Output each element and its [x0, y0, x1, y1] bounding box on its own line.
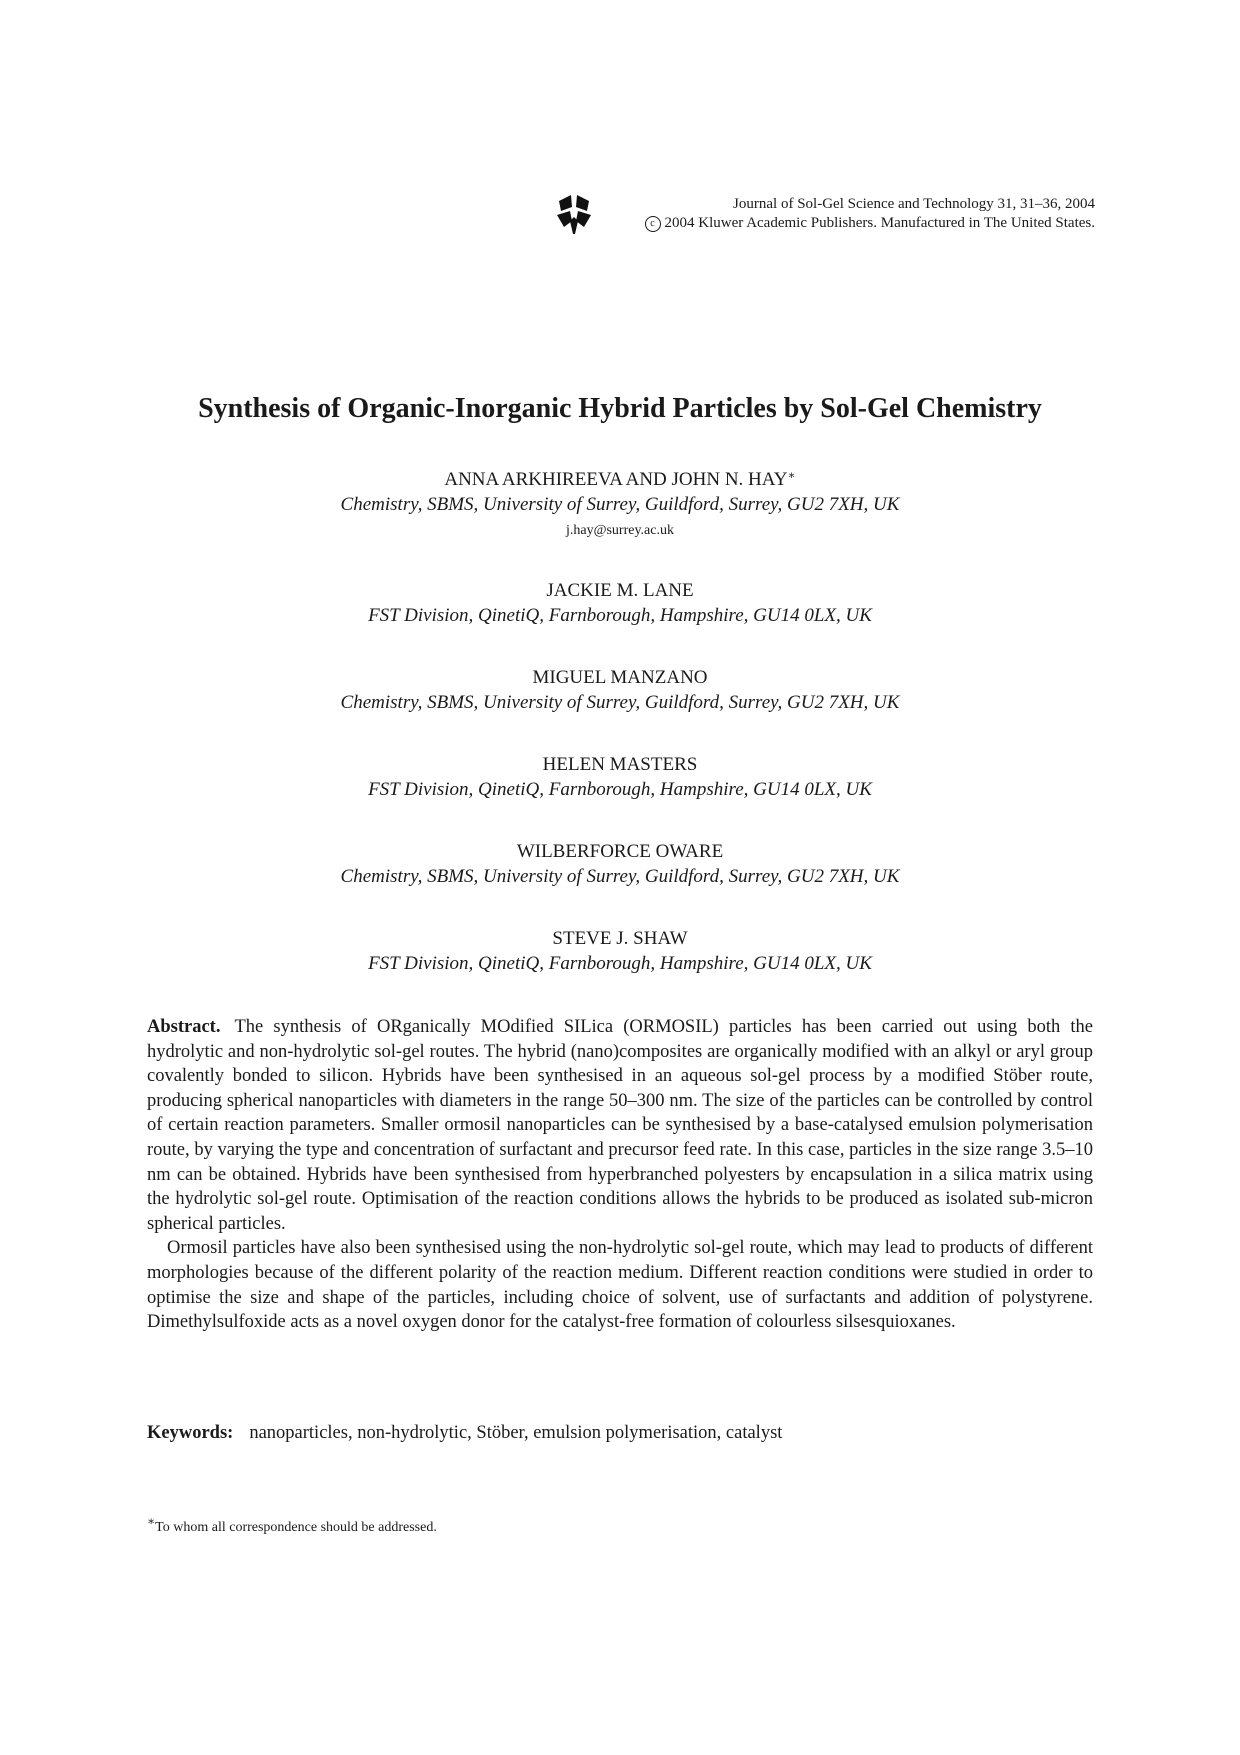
author-name: JACKIE M. LANE — [546, 580, 694, 601]
author-name: ANNA ARKHIREEVA AND JOHN N. HAY∗ — [444, 468, 796, 490]
author-block — [0, 463, 1240, 542]
abstract-text: The synthesis of ORganically MOdified SILica (ORMOSIL) particles has been carried out using both the hydrolytic and non-hydrolytic sol-gel routes. The hybrid (nano)composites are organically modified with an alkyl or aryl group covalently bonded to silicon. Hybrids have been synthesised in an aqueous sol-gel process by a modified Stöber route, producing spherical nanoparticles with diameters in the range 50–300 nm. The size of the particles can be controlled by control of certain reaction parameters. Smaller ormosil nanoparticles can be synthesised by a base-catalysed emulsion polymerisation route, by varying the type and concentration of surfactant and precursor feed rate. In this case, particles in the size range 3.5–10 nm can be obtained. Hybrids have been synthesised from hyperbranched polyesters by encapsulation in a silica matrix using the hydrolytic sol-gel route. Optimisation of the reaction conditions allows the hybrids to be produced as isolated sub-micron spherical particles. — [147, 1017, 1093, 1234]
paper-title: Synthesis of Organic-Inorganic Hybrid Particles by Sol-Gel Chemistry — [198, 393, 1042, 424]
footnote-marker: ∗ — [147, 1514, 156, 1528]
copyright-line — [645, 214, 1095, 233]
correspondence-marker: ∗ — [787, 468, 796, 482]
author-affiliation: Chemistry, SBMS, University of Surrey, Guildford, Surrey, GU2 7XH, UK — [340, 692, 900, 713]
author-block — [0, 579, 1240, 629]
abstract — [147, 1015, 1093, 1335]
author-affiliation: Chemistry, SBMS, University of Surrey, Guildford, Surrey, GU2 7XH, UK — [340, 494, 900, 515]
abstract-label: Abstract. — [147, 1017, 221, 1037]
copyright-text: 2004 Kluwer Academic Publishers. Manufactured in The United States. — [664, 215, 1095, 231]
author-block — [0, 666, 1240, 716]
footnote-text: To whom all correspondence should be addressed. — [155, 1520, 437, 1535]
abstract-paragraph: Ormosil particles have also been synthesised using the non-hydrolytic sol-gel route, which may lead to products of different morphologies because of the different polarity of the reaction medium. Different reaction conditions were studied in order to optimise the size and shape of the particles, including choice of solvent, use of surfactants and addition of polystyrene. Dimethylsulfoxide acts as a novel oxygen donor for the catalyst-free formation of colourless silsesquioxanes. — [147, 1238, 1093, 1333]
abstract-paragraph — [147, 1015, 1093, 1236]
copyright-icon: c — [645, 216, 661, 232]
author-affiliation: FST Division, QinetiQ, Farnborough, Hampshire, GU14 0LX, UK — [368, 953, 872, 974]
author-email: j.hay@surrey.ac.uk — [565, 523, 674, 538]
journal-citation: Journal of Sol-Gel Science and Technology 31, 31–36, 2004 — [733, 196, 1095, 212]
author-affiliation: FST Division, QinetiQ, Farnborough, Hampshire, GU14 0LX, UK — [368, 779, 872, 800]
keywords-text: nanoparticles, non-hydrolytic, Stöber, emulsion polymerisation, catalyst — [249, 1423, 783, 1443]
author-name: STEVE J. SHAW — [552, 928, 688, 949]
author-block — [0, 927, 1240, 977]
footnote — [147, 1512, 437, 1537]
keywords-label: Keywords: — [147, 1423, 234, 1443]
author-name: MIGUEL MANZANO — [532, 667, 708, 688]
author-block — [0, 840, 1240, 890]
author-name: HELEN MASTERS — [542, 754, 698, 775]
author-affiliation: Chemistry, SBMS, University of Surrey, Guildford, Surrey, GU2 7XH, UK — [340, 866, 900, 887]
author-block — [0, 753, 1240, 803]
author-list — [0, 463, 1240, 1014]
author-name: WILBERFORCE OWARE — [516, 841, 724, 862]
kluwer-logo-icon — [555, 193, 593, 235]
author-affiliation: FST Division, QinetiQ, Farnborough, Hampshire, GU14 0LX, UK — [368, 605, 872, 626]
keywords — [147, 1421, 1093, 1445]
